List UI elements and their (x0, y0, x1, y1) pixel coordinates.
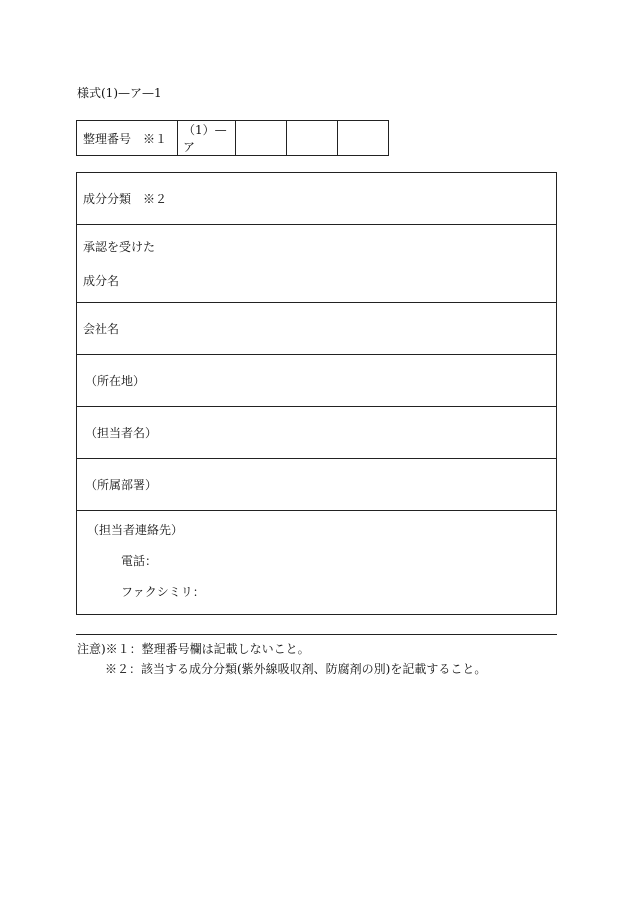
reference-blank-cell (236, 121, 287, 156)
reference-number-label: 整理番号 ※１ (77, 121, 178, 156)
fax-label: ファクシミリ： (121, 585, 205, 599)
company-name-label: 会社名 (83, 322, 120, 336)
approved-label-line1: 承認を受けた (83, 240, 156, 254)
phone-label: 電話： (121, 554, 158, 568)
form-number-label: 様式(1)—ア—1 (77, 86, 162, 100)
notes-divider (76, 634, 557, 635)
contact-field (77, 511, 557, 615)
reference-number-table (76, 120, 389, 156)
department-label: （所属部署） (85, 478, 158, 492)
note-1: 注意)※１：整理番号欄は記載しないこと。 (77, 642, 310, 656)
reference-blank-cell (338, 121, 389, 156)
notes-section (77, 639, 486, 679)
person-in-charge-field (77, 407, 557, 459)
ingredient-category-label: 成分分類 ※２ (83, 192, 168, 206)
department-field (77, 459, 557, 511)
contact-header-label: （担当者連絡先） (87, 523, 184, 537)
ingredient-category-field (77, 173, 557, 225)
approved-ingredient-name-field (77, 225, 557, 303)
approved-label-line2: 成分名 (83, 274, 120, 288)
reference-code: （1）—ア (178, 121, 236, 156)
application-form-table (76, 172, 557, 615)
reference-blank-cell (287, 121, 338, 156)
address-field (77, 355, 557, 407)
address-label: （所在地） (85, 374, 146, 388)
note-2: ※２：該当する成分分類(紫外線吸収剤、防腐剤の別)を記載すること。 (105, 662, 487, 676)
person-in-charge-label: （担当者名） (85, 426, 158, 440)
company-name-field (77, 303, 557, 355)
